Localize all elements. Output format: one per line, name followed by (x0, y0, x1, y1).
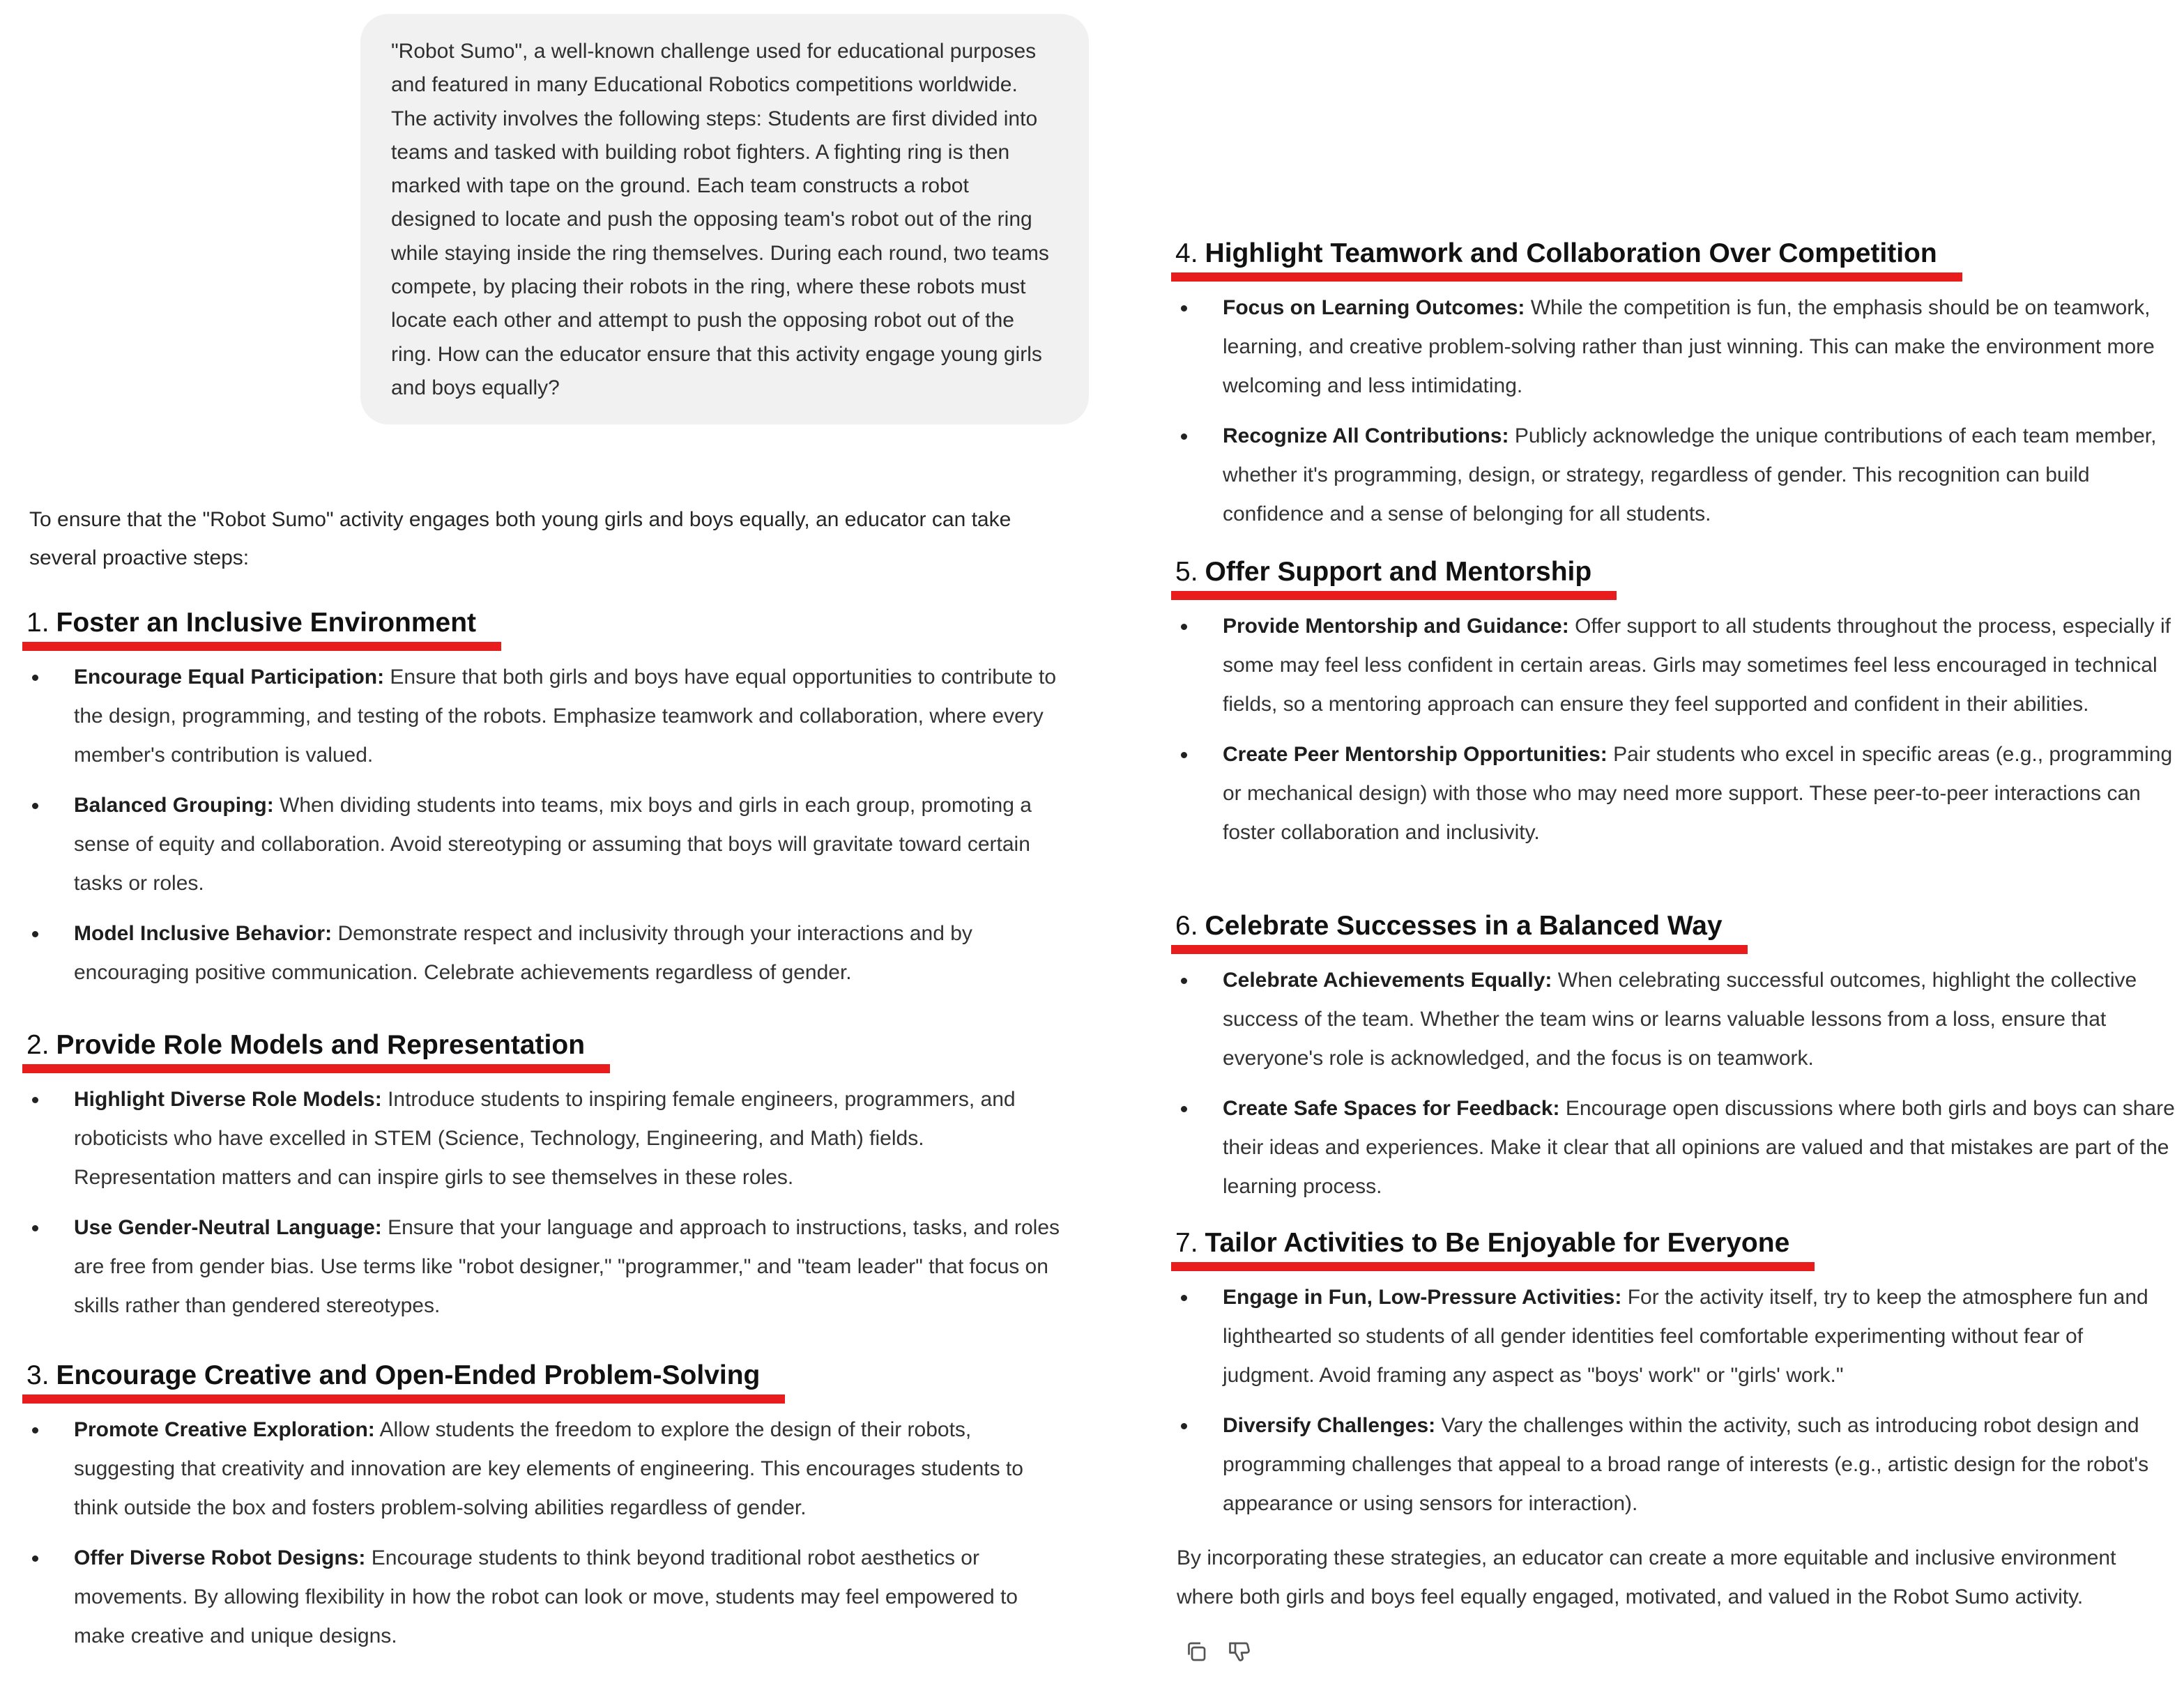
bullet-list (1171, 607, 2178, 852)
item-label: Model Inclusive Behavior: (74, 922, 333, 945)
section-heading (22, 605, 501, 641)
bullet-list (1171, 961, 2178, 1206)
section-title: Encourage Creative and Open-Ended Problem-Solving (56, 1360, 761, 1390)
list-item (1171, 961, 2178, 1078)
section-title: Provide Role Models and Representation (56, 1030, 586, 1060)
item-text: Ensure that both girls and boys have equal opportunities to contribute to the design, programming, and testing of the robots. Emphasize teamwork and collaboration, where every member's contribution is valued. (74, 666, 1057, 767)
section-role-models (22, 1027, 1068, 1337)
thumbs-down-icon[interactable] (1227, 1639, 1252, 1664)
bullet-list (22, 1411, 1068, 1656)
item-label: Use Gender-Neutral Language: (74, 1216, 382, 1239)
message-actions (1184, 1639, 1252, 1664)
item-text: Allow students the freedom to explore the design of their robots, suggesting that creativity and innovation are key elements of engineering. This encourages students to think outside the box and fosters problem-solving abilities regardless of gender. (74, 1418, 1023, 1519)
list-item (1171, 417, 2178, 534)
section-title: Offer Support and Mentorship (1205, 557, 1592, 587)
list-item (22, 914, 1068, 992)
item-label: Create Safe Spaces for Feedback: (1223, 1097, 1560, 1120)
list-item (1171, 1089, 2178, 1206)
item-text: Demonstrate respect and inclusivity through your interactions and by encouraging positive communication. Celebrate achievements regardless of gender. (74, 922, 972, 984)
bullet-list (22, 658, 1068, 992)
user-prompt-bubble (360, 14, 1089, 424)
section-title: Tailor Activities to Be Enjoyable for Everyone (1205, 1228, 1790, 1258)
list-item (1171, 607, 2178, 724)
item-label: Recognize All Contributions: (1223, 424, 1509, 447)
list-item (1171, 735, 2178, 852)
item-label: Create Peer Mentorship Opportunities: (1223, 743, 1608, 766)
section-number: 5. (1175, 557, 1198, 587)
item-text: Ensure that your language and approach to instructions, tasks, and roles are free from gender bias. Use terms like "robot designer," "programmer," and "team leader" that focus on skills rather than gendered stereotypes. (74, 1216, 1060, 1317)
item-label: Celebrate Achievements Equally: (1223, 969, 1552, 992)
section-support-mentorship (1171, 554, 2178, 863)
item-text: Pair students who excel in specific areas (e.g., programming or mechanical design) with those who may need more support. These peer-to-peer interactions can foster collaboration and inclusivity. (1223, 743, 2173, 844)
section-title: Foster an Inclusive Environment (56, 608, 477, 638)
section-number: 2. (26, 1030, 49, 1060)
copy-icon[interactable] (1184, 1639, 1209, 1664)
list-item (22, 1539, 1068, 1656)
user-prompt-text: "Robot Sumo", a well-known challenge used for educational purposes and featured in many Educational Robotics competitions worldwide. The activity involves the following steps: Students are first divided into teams and tasked with building robot fighters. A fighting ring is then marked with tape on the ground. Each team constructs a robot designed to locate and push the opposing team's robot out of the ring while staying inside the ring themselves. During each round, two teams compete, by placing their robots in the ring, where these robots must locate each other and attempt to push the opposing robot out of the ring. How can the educator ensure that this activity engage young girls and boys equally? (391, 40, 1049, 399)
section-heading (1171, 1225, 1815, 1261)
list-item (22, 1208, 1068, 1325)
item-label: Highlight Diverse Role Models: (74, 1088, 382, 1111)
item-label: Engage in Fun, Low-Pressure Activities: (1223, 1286, 1622, 1309)
item-label: Focus on Learning Outcomes: (1223, 296, 1525, 319)
item-text: Publicly acknowledge the unique contributions of each team member, whether it's programming, design, or strategy, regardless of gender. This recognition can build confidence and a sense of belonging for all students. (1223, 424, 2157, 525)
item-label: Provide Mentorship and Guidance: (1223, 615, 1569, 638)
item-text: Introduce students to inspiring female engineers, programmers, and roboticists who have excelled in STEM (Science, Technology, Engineering, and Math) fields. Representation matters and can inspire girls to see themselves in these roles. (74, 1088, 1016, 1189)
list-item (22, 658, 1068, 775)
item-text: Offer support to all students throughout the process, especially if some may feel less confident in certain areas. Girls may sometimes feel less encouraged in technical fields, so a mentoring approach can ensure they feel supported and confident in their abilities. (1223, 615, 2171, 716)
item-text: For the activity itself, try to keep the atmosphere fun and lighthearted so students of all gender identities feel comfortable experimenting without fear of judgment. Avoid framing any aspect as "boys' work" or "girls' work." (1223, 1286, 2148, 1387)
item-text: When celebrating successful outcomes, highlight the collective success of the team. Whether the team wins or learns valuable lessons from a loss, ensure that everyone's role is acknowledged, and the focus is on teamwork. (1223, 969, 2137, 1070)
section-foster-inclusive-environment (22, 605, 1068, 1004)
section-heading (1171, 554, 1617, 590)
section-heading (22, 1027, 610, 1063)
section-heading (1171, 908, 1748, 944)
section-number: 6. (1175, 911, 1198, 941)
list-item (1171, 1406, 2178, 1523)
list-item (22, 1411, 1068, 1528)
list-item (1171, 289, 2178, 406)
section-tailor-activities (1171, 1225, 2178, 1535)
section-number: 7. (1175, 1228, 1198, 1258)
section-number: 3. (26, 1360, 49, 1390)
section-heading (22, 1358, 785, 1394)
item-text: While the competition is fun, the emphasis should be on teamwork, learning, and creative problem-solving rather than just winning. This can make the environment more welcoming and less intimidating. (1223, 296, 2155, 397)
bullet-list (1171, 289, 2178, 534)
item-label: Offer Diverse Robot Designs: (74, 1546, 366, 1569)
item-text: Encourage open discussions where both girls and boys can share their ideas and experiences. Make it clear that all opinions are valued and that mistakes are part of the learning process. (1223, 1097, 2175, 1198)
item-label: Encourage Equal Participation: (74, 666, 385, 689)
section-title: Highlight Teamwork and Collaboration Over Competition (1205, 238, 1937, 268)
section-number: 1. (26, 608, 49, 638)
item-label: Promote Creative Exploration: (74, 1418, 375, 1441)
section-heading (1171, 236, 1962, 272)
list-item (22, 1080, 1068, 1197)
section-celebrate-successes (1171, 908, 2178, 1217)
section-number: 4. (1175, 238, 1198, 268)
item-text: When dividing students into teams, mix boys and girls in each group, promoting a sense of equity and collaboration. Avoid stereotyping or assuming that boys will gravitate toward certain tasks or roles. (74, 794, 1032, 895)
response-intro: To ensure that the "Robot Sumo" activity engages both young girls and boys equally, an educator can take several proactive steps: (29, 508, 1011, 569)
item-label: Diversify Challenges: (1223, 1414, 1436, 1437)
section-creative-problem-solving (22, 1358, 1068, 1667)
item-text: Vary the challenges within the activity, such as introducing robot design and programming challenges that appeal to a broad range of interests (e.g., artistic design for the robot's appearance or using sensors for interaction). (1223, 1414, 2149, 1515)
section-teamwork-over-competition (1171, 236, 2178, 545)
item-label: Balanced Grouping: (74, 794, 274, 817)
section-title: Celebrate Successes in a Balanced Way (1205, 911, 1723, 941)
list-item (1171, 1278, 2178, 1395)
response-conclusion: By incorporating these strategies, an educator can create a more equitable and inclusive environment where both girls and boys feel equally engaged, motivated, and valued in the Robot Sumo activity. (1177, 1546, 2116, 1608)
bullet-list (22, 1080, 1068, 1325)
item-text: Encourage students to think beyond traditional robot aesthetics or movements. By allowing flexibility in how the robot can look or move, students may feel empowered to make creative and unique designs. (74, 1546, 1018, 1647)
bullet-list (1171, 1278, 2178, 1523)
list-item (22, 786, 1068, 903)
